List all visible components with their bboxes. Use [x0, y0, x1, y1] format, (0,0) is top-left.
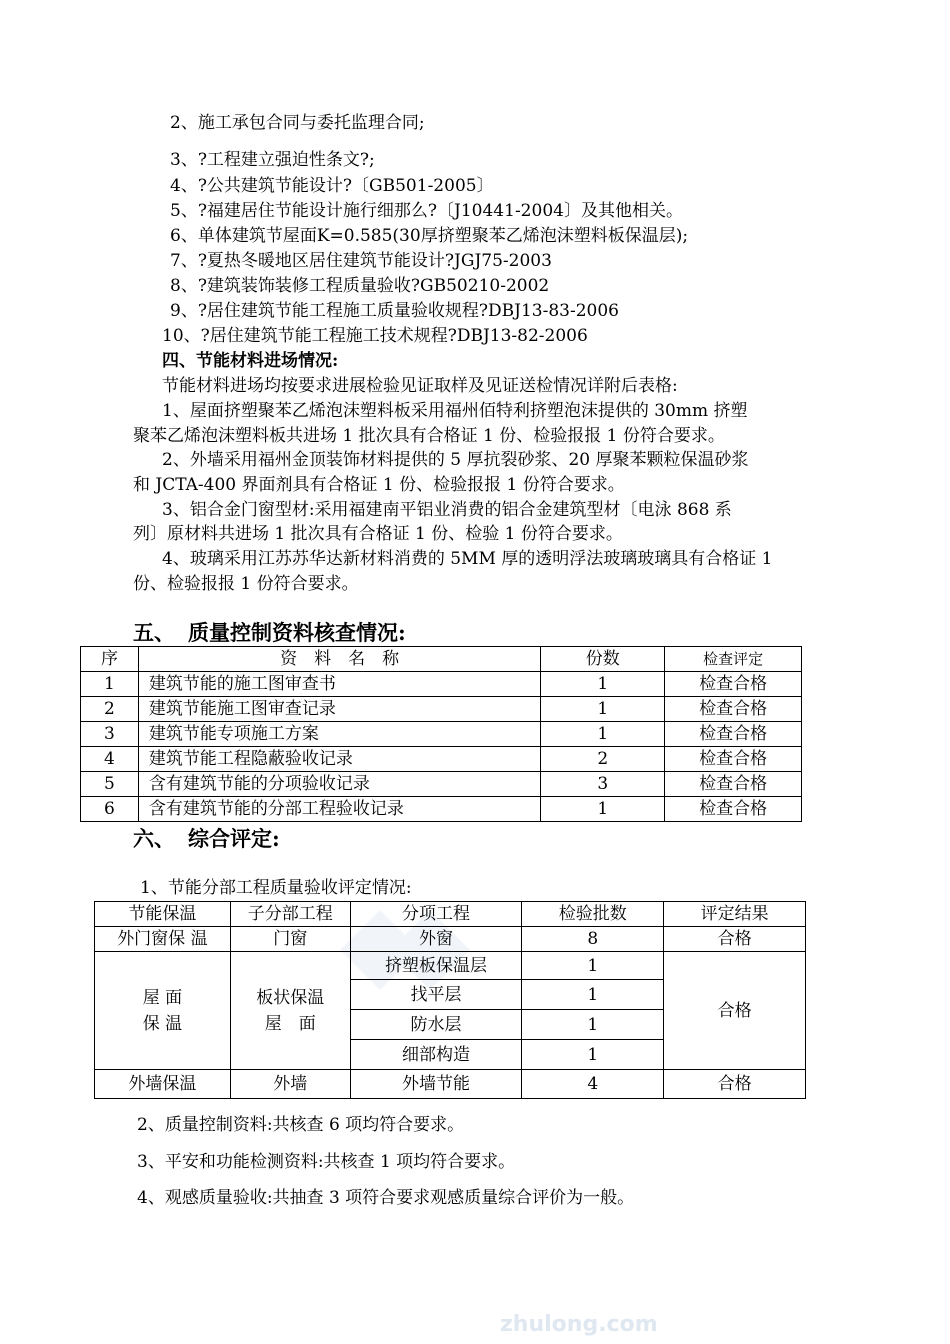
list-item: 3、?工程建立强迫性条文?;: [170, 150, 375, 170]
cell: 1: [522, 980, 664, 1010]
cell: 防水层: [350, 1010, 522, 1040]
cell: 1: [522, 1040, 664, 1070]
section4-p4-line1: 4、玻璃采用江苏苏华达新材料消费的 5MM 厚的透明浮法玻璃玻璃具有合格证 1: [162, 549, 773, 569]
cell: 细部构造: [350, 1040, 522, 1070]
cell: 8: [522, 927, 664, 952]
table-row: [81, 722, 802, 747]
section6-title: 综合评定:: [188, 826, 280, 851]
evaluation-table: [94, 901, 806, 1099]
table-row: [81, 672, 802, 697]
cell: 外门窗保 温: [95, 927, 231, 952]
list-item: 10、?居住建筑节能工程施工技术规程?DBJ13-82-2006: [162, 326, 588, 346]
cell: 2: [81, 697, 139, 722]
cell: 合格: [664, 927, 806, 952]
section4-p1-line2: 聚苯乙烯泡沫塑料板共进场 1 批次具有合格证 1 份、检验报报 1 份符合要求。: [133, 426, 725, 446]
list-item: 2、施工承包合同与委托监理合同;: [170, 113, 425, 133]
header-cell: 份数: [541, 647, 665, 672]
cell: 4: [81, 747, 139, 772]
cell: 外墙: [230, 1070, 350, 1099]
cell: 检查合格: [665, 722, 802, 747]
cell: 检查合格: [665, 772, 802, 797]
list-item: 8、?建筑装饰装修工程质量验收?GB50210-2002: [170, 276, 550, 296]
watermark-text: zhulong.com: [500, 1312, 658, 1337]
section4-p1-line1: 1、屋面挤塑聚苯乙烯泡沫塑料板采用福州佰特利挤塑泡沫提供的 30mm 挤塑: [162, 401, 748, 421]
cell-roof-result: 合格: [664, 952, 806, 1070]
cell: 1: [522, 952, 664, 980]
cell: 外墙保温: [95, 1070, 231, 1099]
section4-p2-line1: 2、外墙采用福州金顶装饰材料提供的 5 厚抗裂砂浆、20 厚聚苯颗粒保温砂浆: [162, 450, 749, 470]
cell: 1: [541, 672, 665, 697]
cell: 检查合格: [665, 672, 802, 697]
roof-group-line2: 保 温: [142, 1013, 183, 1034]
table-row: [95, 1070, 806, 1099]
table-row: [81, 697, 802, 722]
cell: 1: [81, 672, 139, 697]
section6-sub2: 2、质量控制资料:共核查 6 项均符合要求。: [137, 1115, 465, 1135]
section4-p3-line2: 列〕原材料共进场 1 批次具有合格证 1 份、检验 1 份符合要求。: [133, 524, 623, 544]
cell: 合格: [664, 1070, 806, 1099]
cell: 找平层: [350, 980, 522, 1010]
cell: 1: [541, 722, 665, 747]
list-item: 4、?公共建筑节能设计?〔GB501-2005〕: [170, 176, 494, 196]
cell: 2: [541, 747, 665, 772]
section4-p4-line2: 份、检验报报 1 份符合要求。: [133, 574, 359, 594]
roof-sub-line1: 板状保温: [256, 987, 325, 1008]
cell: 1: [522, 1010, 664, 1040]
cell: 5: [81, 772, 139, 797]
section4-p3-line1: 3、铝合金门窗型材:采用福建南平铝业消费的铝合金建筑型材〔电泳 868 系: [162, 500, 732, 520]
section4-title: 四、节能材料进场情况:: [162, 351, 339, 371]
table-row: [95, 952, 806, 980]
header-cell: 节能保温: [95, 902, 231, 927]
cell: 检查合格: [665, 747, 802, 772]
cell: 3: [541, 772, 665, 797]
cell: 含有建筑节能的分项验收记录: [138, 772, 540, 797]
section4-p2-line2: 和 JCTA-400 界面剂具有合格证 1 份、检验报报 1 份符合要求。: [133, 475, 625, 495]
quality-docs-table: [80, 646, 802, 822]
table-row: [95, 927, 806, 952]
cell: 建筑节能工程隐蔽验收记录: [138, 747, 540, 772]
roof-sub-line2: 屋 面: [264, 1013, 316, 1034]
cell: 含有建筑节能的分部工程验收记录: [138, 797, 540, 822]
cell: 4: [522, 1070, 664, 1099]
header-cell: 评定结果: [664, 902, 806, 927]
list-item: 5、?福建居住节能设计施行细那么?〔J10441-2004〕及其他相关。: [170, 201, 683, 221]
header-cell: 子分部工程: [230, 902, 350, 927]
section4-intro: 节能材料进场均按要求进展检验见证取样及见证送检情况详附后表格:: [162, 376, 678, 396]
cell: 外墙节能: [350, 1070, 522, 1099]
list-item: 7、?夏热冬暖地区居住建筑节能设计?JGJ75-2003: [170, 251, 552, 271]
section5-title: 质量控制资料核查情况:: [188, 620, 406, 645]
cell-roof-sub: [230, 952, 350, 1070]
cell: 3: [81, 722, 139, 747]
cell: 检查合格: [665, 797, 802, 822]
table-row: [81, 747, 802, 772]
cell: 挤塑板保温层: [350, 952, 522, 980]
section6-sub1: 1、节能分部工程质量验收评定情况:: [140, 878, 412, 898]
table-row: [81, 772, 802, 797]
section6-number: 六、: [133, 826, 175, 851]
header-cell: 序: [81, 647, 139, 672]
cell: 外窗: [350, 927, 522, 952]
table-header-row: [95, 902, 806, 927]
header-cell: 资 料 名 称: [138, 647, 540, 672]
table-row: [81, 797, 802, 822]
roof-group-line1: 屋 面: [142, 987, 183, 1008]
section6-sub3: 3、平安和功能检测资料:共核查 1 项均符合要求。: [137, 1152, 516, 1172]
table-header-row: [81, 647, 802, 672]
list-item: 6、单体建筑节屋面K=0.585(30厚挤塑聚苯乙烯泡沫塑料板保温层);: [170, 226, 689, 246]
section5-number: 五、: [133, 620, 175, 645]
list-item: 9、?居住建筑节能工程施工质量验收规程?DBJ13-83-2006: [170, 301, 619, 321]
cell: 建筑节能施工图审查记录: [138, 697, 540, 722]
cell: 门窗: [230, 927, 350, 952]
cell: 建筑节能专项施工方案: [138, 722, 540, 747]
cell: 6: [81, 797, 139, 822]
section6-sub4: 4、观感质量验收:共抽查 3 项符合要求观感质量综合评价为一般。: [137, 1188, 635, 1208]
cell: 建筑节能的施工图审查书: [138, 672, 540, 697]
header-cell: 检验批数: [522, 902, 664, 927]
cell: 检查合格: [665, 697, 802, 722]
cell: 1: [541, 797, 665, 822]
cell-roof-group: [95, 952, 231, 1070]
cell: 1: [541, 697, 665, 722]
header-cell: 检查评定: [665, 647, 802, 672]
header-cell: 分项工程: [350, 902, 522, 927]
